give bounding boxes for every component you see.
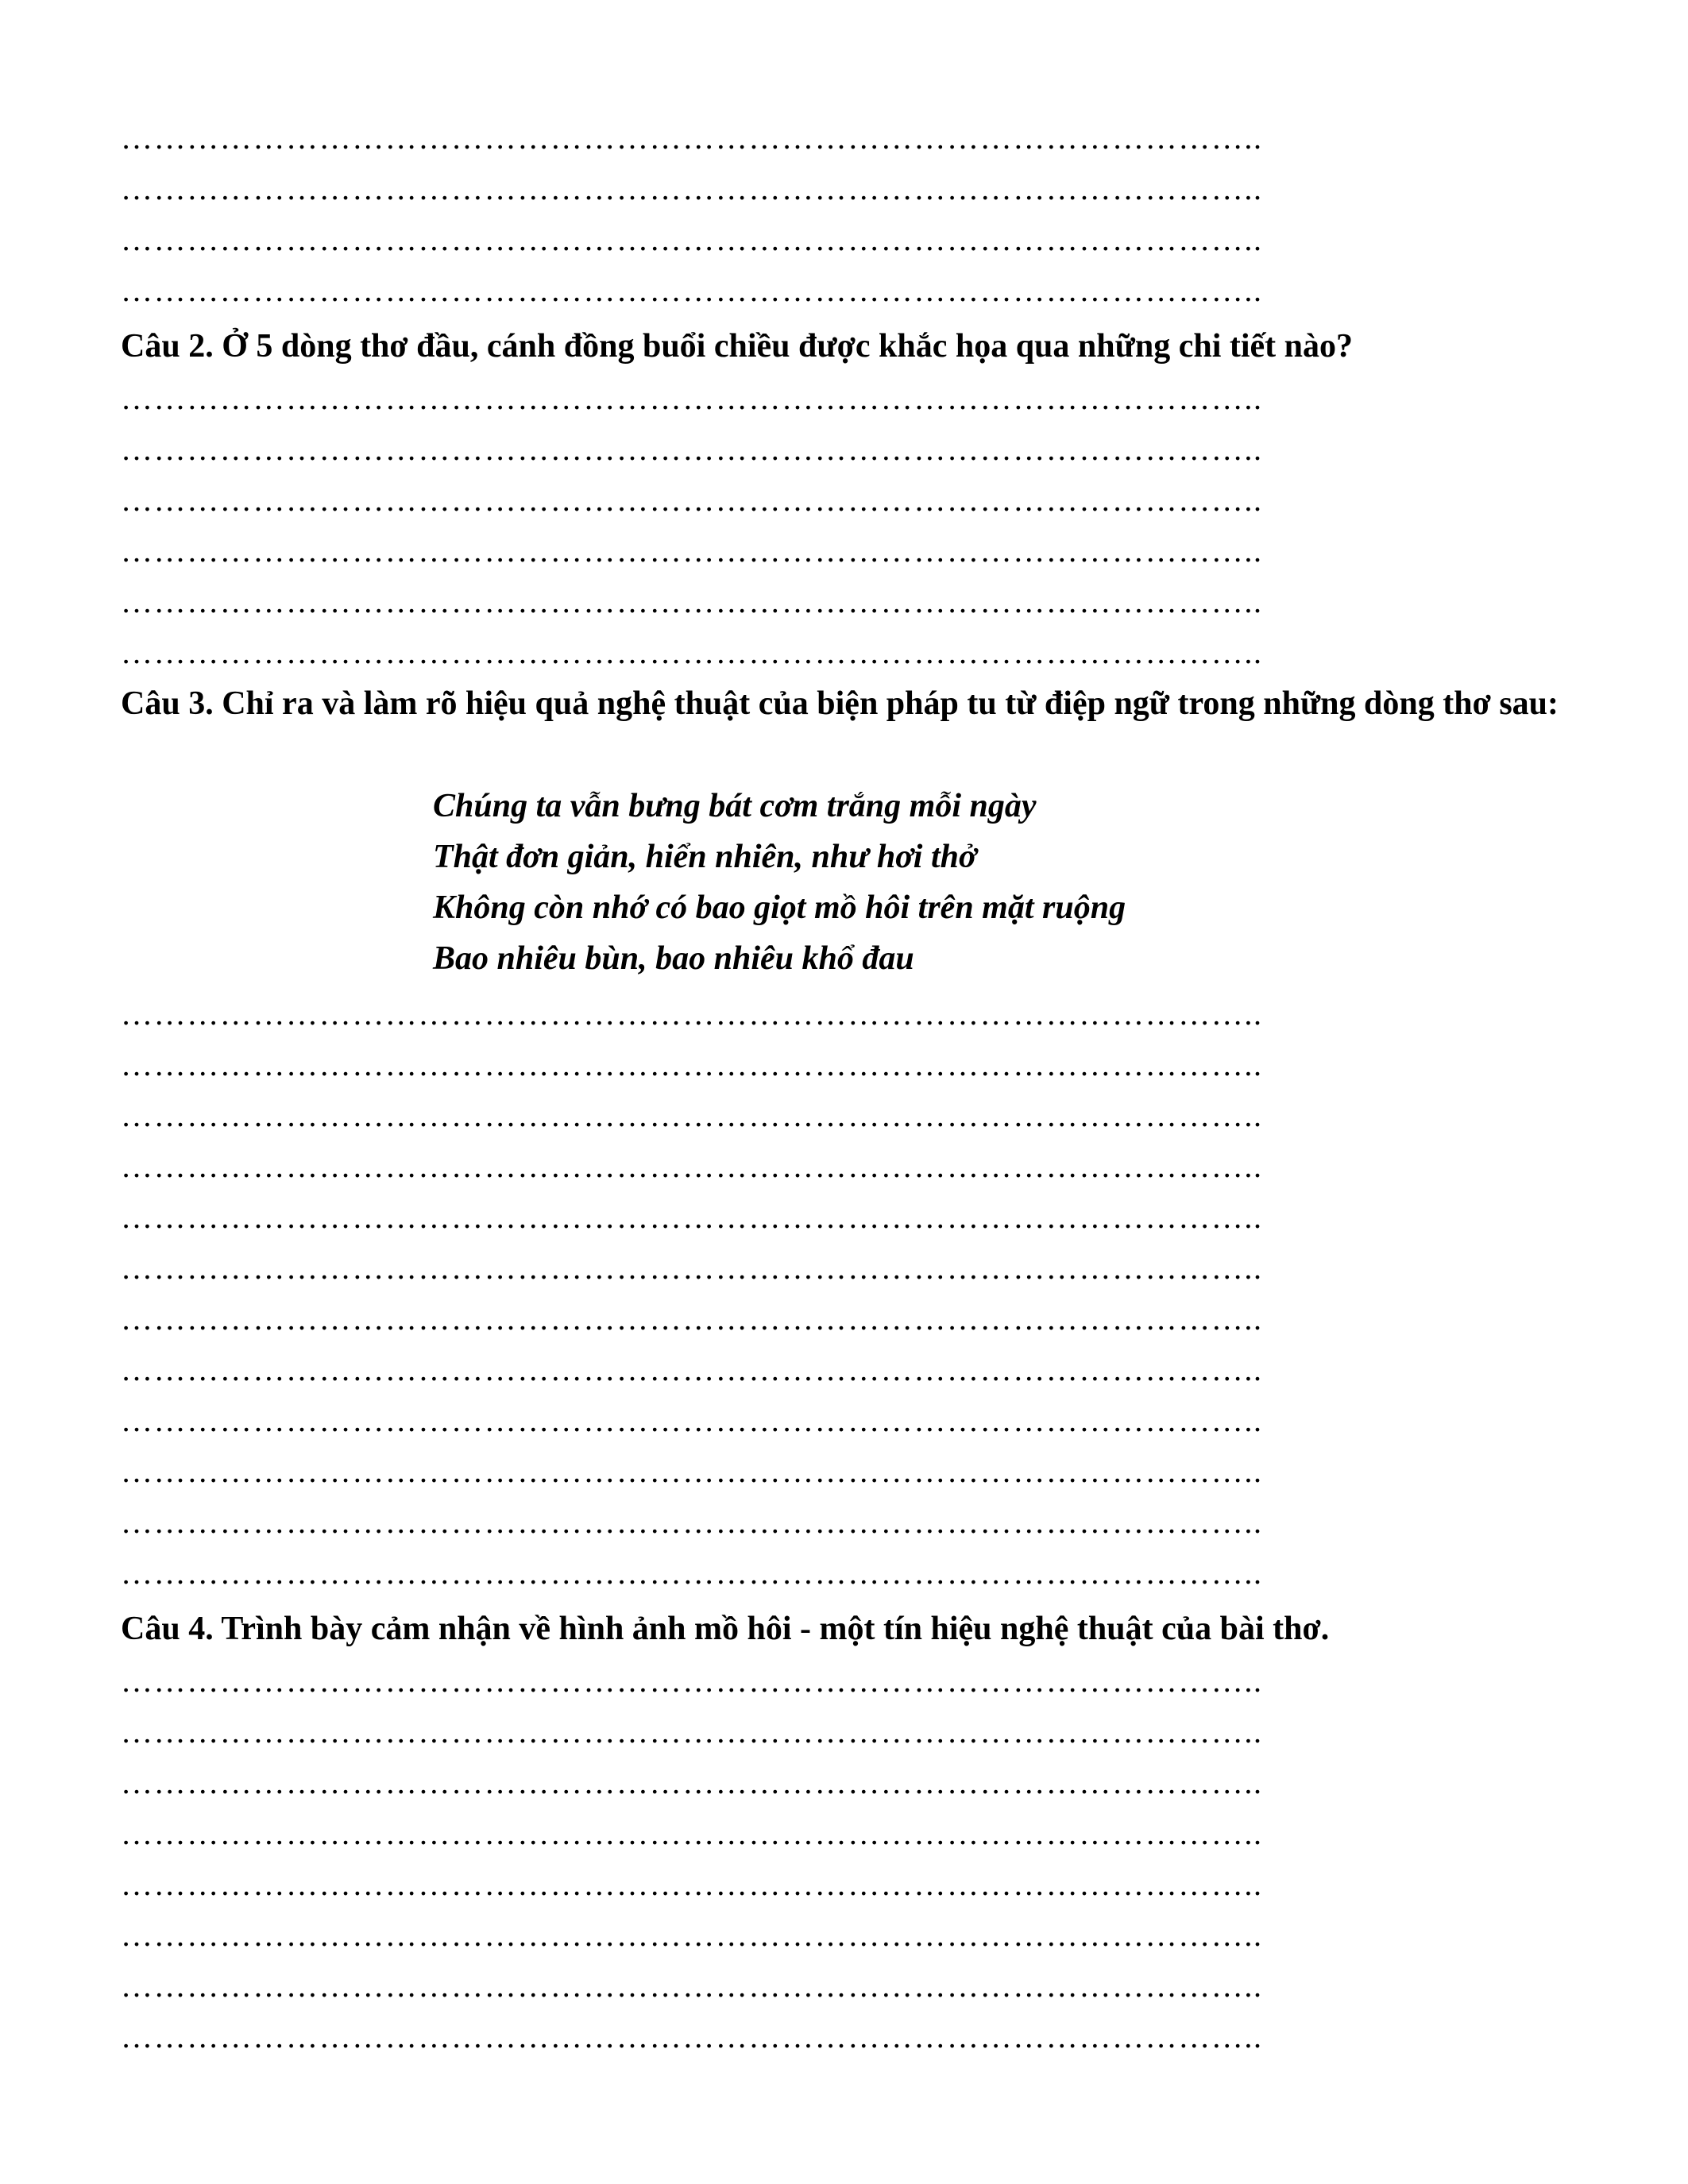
answer-line[interactable]: …………………………………………………………………………………………..: [121, 1663, 1263, 1699]
answer-line[interactable]: …………………………………………………………………………………………..: [121, 1866, 1263, 1902]
answer-line[interactable]: …………………………………………………………………………………………..: [121, 1352, 1263, 1387]
answer-line[interactable]: …………………………………………………………………………………………..: [121, 996, 1263, 1032]
question-4: Câu 4. Trình bày cảm nhận về hình ảnh mồ hôi - một tín hiệu nghệ thuật của bài thơ.: [121, 1611, 1330, 1647]
answer-line[interactable]: …………………………………………………………………………………………..: [121, 1555, 1263, 1591]
answer-line[interactable]: …………………………………………………………………………………………..: [121, 1301, 1263, 1337]
answer-line[interactable]: …………………………………………………………………………………………..: [121, 272, 1263, 308]
answer-line[interactable]: …………………………………………………………………………………………..: [121, 533, 1263, 569]
answer-line[interactable]: …………………………………………………………………………………………..: [121, 1815, 1263, 1851]
answer-line[interactable]: …………………………………………………………………………………………..: [121, 1917, 1263, 1953]
answer-line[interactable]: …………………………………………………………………………………………..: [121, 171, 1263, 206]
answer-line[interactable]: …………………………………………………………………………………………..: [121, 120, 1263, 156]
answer-line[interactable]: …………………………………………………………………………………………..: [121, 1403, 1263, 1438]
answer-line[interactable]: …………………………………………………………………………………………..: [121, 1968, 1263, 2004]
answer-line[interactable]: …………………………………………………………………………………………..: [121, 2019, 1263, 2055]
answer-line[interactable]: …………………………………………………………………………………………..: [121, 1250, 1263, 1286]
answer-line[interactable]: …………………………………………………………………………………………..: [121, 222, 1263, 257]
poem-line: Thật đơn giản, hiển nhiên, như hơi thở: [433, 839, 977, 875]
question-3: Câu 3. Chỉ ra và làm rõ hiệu quả nghệ thuật của biện pháp tu từ điệp ngữ trong những dòng thơ sau:: [121, 685, 1559, 722]
answer-line[interactable]: …………………………………………………………………………………………..: [121, 1047, 1263, 1082]
answer-line[interactable]: …………………………………………………………………………………………..: [121, 1199, 1263, 1235]
poem-line: Chúng ta vẫn bưng bát cơm trắng mỗi ngày: [433, 788, 1037, 824]
answer-line[interactable]: …………………………………………………………………………………………..: [121, 1453, 1263, 1489]
question-2: Câu 2. Ở 5 dòng thơ đầu, cánh đồng buổi chiều được khắc họa qua những chi tiết nào?: [121, 328, 1354, 365]
answer-line[interactable]: …………………………………………………………………………………………..: [121, 584, 1263, 619]
answer-line[interactable]: …………………………………………………………………………………………..: [121, 431, 1263, 467]
poem-line: Bao nhiêu bùn, bao nhiêu khổ đau: [433, 940, 914, 977]
answer-line[interactable]: …………………………………………………………………………………………..: [121, 380, 1263, 416]
answer-line[interactable]: …………………………………………………………………………………………..: [121, 1148, 1263, 1184]
answer-line[interactable]: …………………………………………………………………………………………..: [121, 1098, 1263, 1133]
answer-line[interactable]: …………………………………………………………………………………………..: [121, 1765, 1263, 1800]
answer-line[interactable]: …………………………………………………………………………………………..: [121, 482, 1263, 518]
answer-line[interactable]: …………………………………………………………………………………………..: [121, 1504, 1263, 1540]
answer-line[interactable]: …………………………………………………………………………………………..: [121, 1714, 1263, 1750]
answer-line[interactable]: …………………………………………………………………………………………..: [121, 635, 1263, 670]
poem-line: Không còn nhớ có bao giọt mồ hôi trên mặt ruộng: [433, 889, 1126, 926]
